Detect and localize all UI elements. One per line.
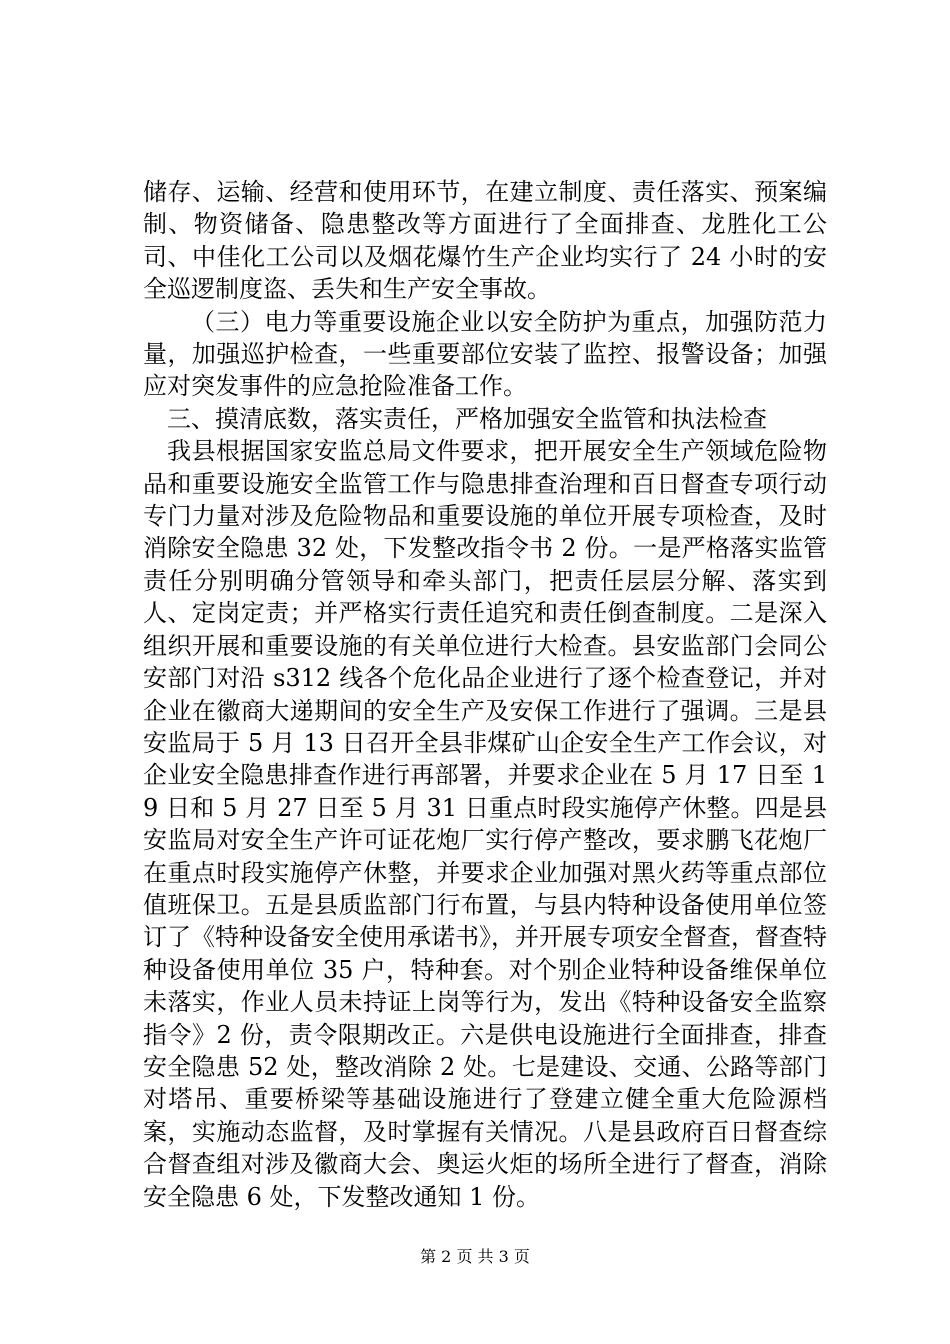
section-heading-three: 三、摸清底数，落实责任，严格加强安全监管和执法检查 [167,404,767,433]
paragraph-county-inspection: 我县根据国家安监总局文件要求，把开展安全生产领域危险物品和重要设施安全监管工作与隐患排查治理和百日督查专项行动专门力量对涉及危险物品和重要设施的单位开展专项检查，及时消除安全隐患 32 处，下发整改指令书 2 份。一是严格落实监管责任分别明确分管领导和牵头部门，把责任层层分解、落实到人、定岗定责；并严格实行责任追究和责任倒查制度。二是深入组织开展和重要设施的有关单位进行大检查。县安监部门会同公安部门对沿 s312 线各个危化品企业进行了逐个检查登记，并对企业在徽商大递期间的安全生产及安保工作进行了强调。三是县安监局于 5 月 13 日召开全县非煤矿山企安全生产工作会议，对企业安全隐患排查作进行再部署，并要求企业在 5 月 17 日至 19 日和 5 月 27 日至 5 月 31 日重点时段实施停产休整。四是县安监局对安全生产许可证花炮厂实行停产整改，要求鹏飞花炮厂在重点时段实施停产休整，并要求企业加强对黑火药等重点部位值班保卫。五是县质监部门行布置，与县内特种设备使用单位签订了《特种设备安全使用承诺书》，并开展专项安全督查，督查特种设备使用单位 35 户，特种套。对个别企业特种设备维保单位未落实，作业人员未持证上岗等行为，发出《特种设备安全监察指令》2 份，责令限期改正。六是供电设施进行全面排查，排查安全隐患 52 处，整改消除 2 处。七是建设、交通、公路等部门对塔吊、重要桥梁等基础设施进行了登建立健全重大危险源档案，实施动态监督，及时掌握有关情况。八是县政府百日督查综合督查组对涉及徽商大会、奥运火炬的场所全进行了督查，消除安全隐患 6 处，下发整改通知 1 份。 [143,437,827,1211]
paragraph-storage: 储存、运输、经营和使用环节，在建立制度、责任落实、预案编制、物资储备、隐患整改等方面进行了全面排查、龙胜化工公司、中佳化工公司以及烟花爆竹生产企业均实行了 24 小时的安全巡逻制度盗、丢失和生产安全事故。 [143,178,827,304]
paragraph-section-three-sub: （三）电力等重要设施企业以安全防护为重点，加强防范力量，加强巡护检查，一些重要部位安装了监控、报警设备；加强应对突发事件的应急抢险准备工作。 [143,307,827,401]
page-footer: 第 2 页 共 3 页 [420,1247,530,1266]
document-body [143,176,827,1213]
